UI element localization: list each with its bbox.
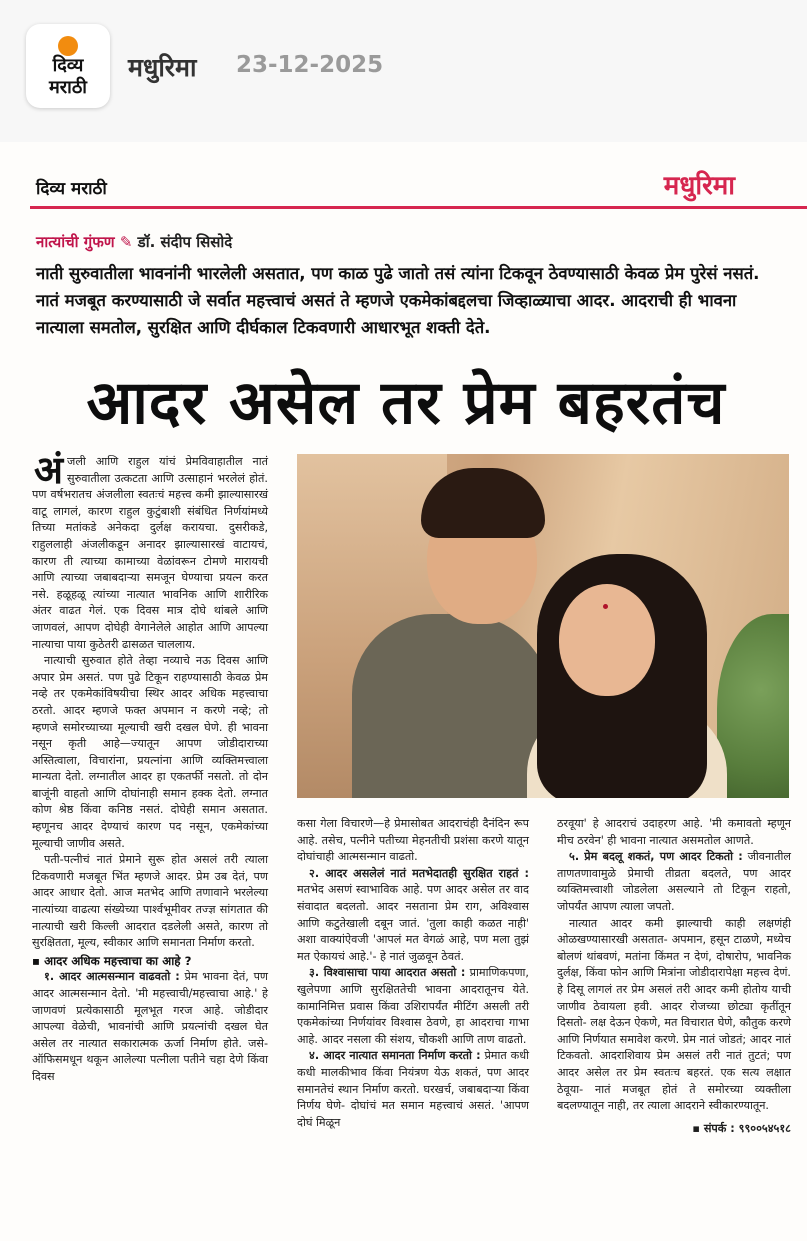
article-point-2 [297, 866, 529, 966]
article-point-1 [32, 969, 268, 1085]
photo-woman-face [559, 584, 655, 696]
pen-icon: ✎ [119, 233, 138, 251]
logo-text-line2: मराठी [49, 77, 87, 98]
logo-text-line1: दिव्य [52, 55, 84, 76]
article-point-5 [557, 849, 791, 915]
point-2-heading: २. आदर असलेलं नातं मतभेदातही सुरक्षित राहतं : [309, 866, 529, 880]
edition-name: मधुरिमा [128, 53, 197, 82]
article-point-3 [297, 965, 529, 1048]
headline: आदर असेल तर प्रेम बहरतंच [86, 368, 726, 438]
article-column-2 [297, 816, 529, 1131]
edition-date: 23-12-2025 [236, 52, 384, 78]
photo-bindi [603, 604, 608, 609]
point-3-text: प्रामाणिकपणा, खुलेपणा आणि सुरक्षिततेची भावना आदरातूनच येते. कामानिमित्त प्रवास किंवा उशिरापर्यंत मीटिंग असली तरी एकमेकांच्या निर्णयांवर विश्वास ठेवणे, हा आदराचा गाभा आहे. आदर नसला की संशय, चौकशी आणि ताण वाढतो. [297, 966, 529, 1046]
article-p1: जली आणि राहुल यांचं प्रेमविवाहातील नातं सुरुवातीला उत्कटता आणि उत्साहानं भरलेलं होतं. पण वर्षभरातच अंजलीला स्वतःचं महत्त्व कमी झाल्यासारखं वाटू लागलं, कारण राहुल कुटुंबाशी संबंधित निर्णयांमध्ये तिच्या मतांकडे अनेकदा दुर्लक्ष करायचा. दुसरीकडे, राहुललाही अंजलीकडून अनादर झाल्यासारखं वाटायचं, कारण ती त्याच्या कामाच्या वेळांवरून टोमणे मारायची आणि त्याच्या जबाबदाऱ्या समजून घेण्याचा प्रयत्न करत नसे. हळूहळू त्यांच्या नात्यात भावनिक आणि शारीरिक अंतर वाढत गेलं. एक दिवस मात्र दोघे थांबले आणि जाणवलं, आपण दोघेही वेगानेलेले आहोत आणि आपल्या नात्याचा पाया कुठेतरी ढासळत चाललाय. [32, 455, 268, 651]
newspaper-page [0, 142, 807, 1241]
app-bar [0, 0, 807, 142]
intro-rest: नातं मजबूत करण्यासाठी जे सर्वात महत्त्वाचं असतं ते म्हणजे एकमेकांबद्दलचा जिव्हाळ्याचा आदर. आदराची ही भावना नात्याला समतोल, सुरक्षित आणि दीर्घकाल टिकवणारी आधारभूत शक्ती देते. [36, 291, 737, 337]
point-4-heading: ४. आदर नात्यात समानता निर्माण करतो : [309, 1049, 481, 1063]
masthead-right: मधुरिमा [663, 171, 735, 201]
author-name: डॉ. संदीप सिसोदे [137, 233, 233, 251]
point-5-text: जीवनातील ताणतणावामुळे प्रेमाची तीव्रता बदलते, पण आदर व्यक्तिमत्त्वाशी जोडलेला असल्याने तो टिकून राहतो, जोपर्यंत आपण त्याला जपतो. [557, 850, 791, 913]
article-column-3 [557, 816, 791, 1137]
masthead-rule [30, 206, 807, 209]
point-1-text: प्रेम भावना देतं, पण आदर आत्मसन्मान देतो. 'मी महत्त्वाची/महत्त्वाचा आहे.' हे जाणवणं प्रत्येकासाठी मूलभूत गरज आहे. जोडीदार आपल्या वेळेची, भावनांची आणि प्रयत्नांची दखल घेत असेल तर नात्यात सकारात्मक ऊर्जा निर्माण होते. जसे- ऑफिसमधून थकून आलेल्या पत्नीला पतीने चहा देणे किंवा दिवस [32, 970, 269, 1083]
point-2-text: मतभेद असणं स्वाभाविक आहे. पण आदर असेल तर वाद संवादात बदलतो. आदर नसताना प्रेम राग, अविश्वास आणि कटुतेखाली दबून जातं. 'तुला काही कळत नाही' अशा वाक्यांऐवजी 'आपलं मत वेगळं आहे, पण मला तुझं मत ऐकायचं आहे.'- हे नातं जुळवून ठेवतं. [297, 883, 529, 963]
article-column-1 [32, 448, 269, 1086]
dropcap: अं [34, 448, 64, 492]
divya-marathi-logo[interactable] [26, 24, 110, 108]
point-3-heading: ३. विश्वासाचा पाया आदरात असतो : [309, 966, 466, 980]
photo-man-body [352, 614, 552, 798]
point-1-heading: १. आदर आत्मसन्मान वाढवतो : [44, 970, 180, 984]
article-lead [32, 448, 268, 653]
byline [36, 232, 232, 252]
intro-strong: नाती सुरुवातीला भावनांनी भारलेली असतात, पण काळ पुढे जातो तसं त्यांना टिकवून ठेवण्यासाठी केवळ प्रेम पुरेसं नसतं. [36, 264, 760, 283]
masthead-left: दिव्य मराठी [36, 179, 107, 199]
sun-icon [58, 36, 78, 56]
section-heading-main: ▪ आदर अधिक महत्त्वाचा का आहे ? [32, 953, 192, 968]
article-p5: कसा गेला विचारणे—हे प्रेमासोबत आदराचंही दैनंदिन रूप आहे. तसेच, पत्नीने पतीच्या मेहनतीची प्रशंसा करणे यातून दोघांचाही आत्मसन्मान वाढतो. [297, 817, 529, 864]
article-p2: नात्याची सुरुवात होते तेव्हा नव्याचे नऊ दिवस आणि अपार प्रेम असतं. पण पुढे टिकून राहण्यासाठी केवळ प्रेम नव्हे तर एकमेकांविषयीचा स्थिर आदर अधिक महत्त्वाचा ठरतो. आदर म्हणजे फक्त अपमान न करणे नव्हे; तो म्हणजे समोरच्याच्या मूल्याची खरी दखल घेणे. ही भावना नसून कृती आहे—ज्यातून आपण जोडीदाराच्या अस्तित्वाला, विचारांना, प्रयत्नांना आणि व्यक्तिमत्त्वाला मान्यता देतो. लग्नातील आदर हा एकतर्फी नसतो. तो दोन बाजूंनी वाहतो आणि दोघांनाही समान हक्क देतो. लग्नात कोण श्रेष्ठ किंवा कनिष्ठ नसतं. दोघेही समान असतात. म्हणूनच आदर देण्याचं कारण पद नसून, एकमेकांच्या मूल्याची जाणीव असते. [32, 654, 268, 850]
point-5-heading: ५. प्रेम बदलू शकतं, पण आदर टिकतो : [569, 850, 743, 864]
column-name: नात्यांची गुंफण [36, 233, 115, 251]
contact-info: ▪ संपर्क : ९९००५४५१८ [692, 1121, 791, 1135]
photo-greenery [717, 614, 789, 798]
couple-photo[interactable] [297, 454, 789, 798]
article-p11: नात्यात आदर कमी झाल्याची काही लक्षणंही ओळखण्यासारखी असतात- अपमान, हसून टाळणे, मध्येच बोलणं थांबवणं, मतांना किंमत न देणं, दोषारोप, भावनिक दुर्लक्ष, किंवा फोन आणि मित्रांना जोडीदारापेक्षा महत्त्व देणं. हे दिसू लागलं तर प्रेम असलं तरी आदर कमी होतोय याची जाणीव ठेवायला हवी. आदर रोजच्या छोट्या कृतींतून दिसतो- लक्ष देऊन ऐकणे, मत विचारात घेणे, कौतुक करणे आणि निर्णयात समावेश करणे. प्रेम नातं जोडतं; आदर नातं टिकवतो. आदराशिवाय प्रेम असलं तरी नातं तुटतं; पण आदर असेल तर प्रेम स्वतःच बहरतं. एक सत्य लक्षात ठेवूया- नातं मजबूत होतं ते समोरच्या व्यक्तीला बदलण्यातून नाही, तर त्याला आदराने स्वीकारण्यातून. [557, 916, 791, 1113]
article-p3: पती-पत्नीचं नातं प्रेमाने सुरू होत असलं तरी त्याला टिकवणारी मजबूत भिंत म्हणजे आदर. प्रेम उब देतं, पण आदर आधार देतो. आज मतभेद आणि तणावाने भरलेल्या नात्यांच्या वाढत्या संख्येच्या पार्श्वभूमीवर तज्ज्ञ सांगतात की नात्याची खरी किल्ली आदरात दडलेली असते, कारण तो सुरक्षितता, मूल्य, स्वीकार आणि समानता निर्माण करतो. [32, 853, 268, 950]
article-p9: ठरवूया' हे आदराचं उदाहरण आहे. 'मी कमावतो म्हणून मीच ठरवेन' ही भावना नात्यात असमतोल आणते. [557, 817, 791, 847]
article-point-4 [297, 1048, 529, 1131]
point-4-text: प्रेमात कधी कधी मालकीभाव किंवा नियंत्रण येऊ शकतं, पण आदर समानतेचं स्थान निर्माण करतो. घरखर्च, जबाबदाऱ्या किंवा निर्णय घेणे- दोघांचं मत समान महत्त्वाचं असतं. 'आपण दोघं मिळून [297, 1049, 529, 1129]
intro-paragraph [36, 260, 780, 341]
